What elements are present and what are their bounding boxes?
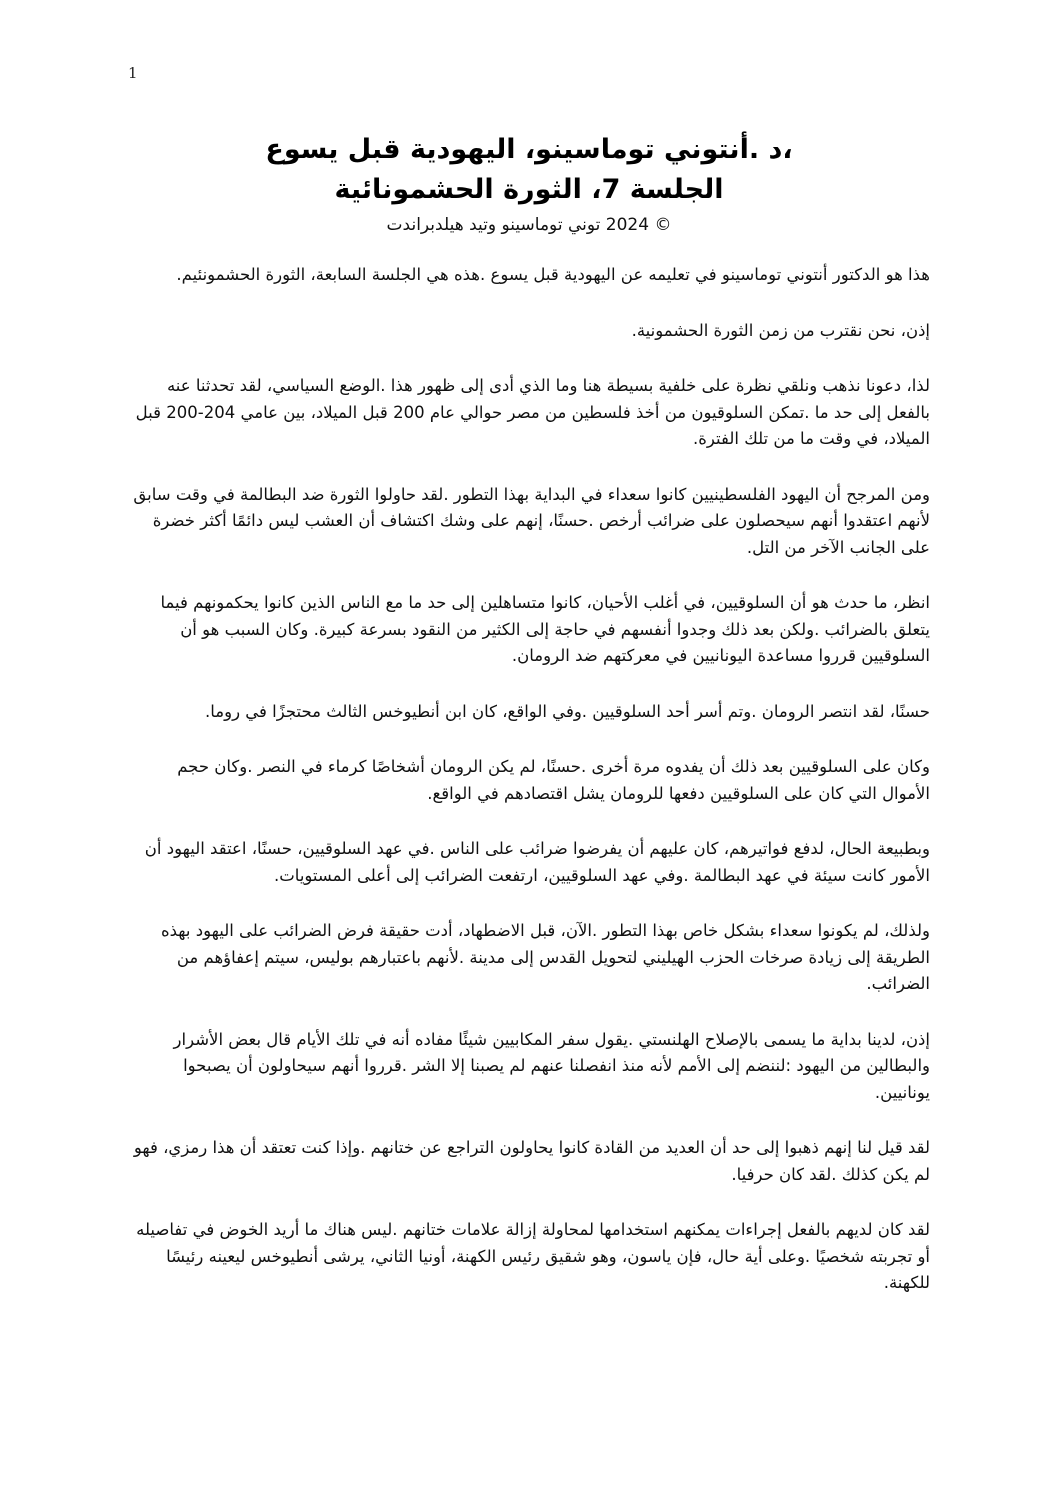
paragraph: حسنًا، لقد انتصر الرومان .وتم أسر أحد السلوقيين .وفي الواقع، كان ابن أنطيوخس الثالث محتجزًا في روما. xyxy=(204,701,930,721)
document-title-line-1: ،د .أنتوني توماسينو، اليهودية قبل يسوع xyxy=(265,134,793,165)
paragraph: وبطبيعة الحال، لدفع فواتيرهم، كان عليهم أن يفرضوا ضرائب على الناس .في عهد السلوقيين، حسنًا، اعتقد اليهود أن الأمور كانت سيئة في عهد البطالمة .وفي عهد السلوقيين، ارتفعت الضرائب إلى أعلى المستويات. xyxy=(144,839,930,885)
paragraph: لذا، دعونا نذهب ونلقي نظرة على خلفية بسيطة هنا وما الذي أدى إلى ظهور هذا .الوضع السياسي، لقد تحدثنا عنه بالفعل إلى حد ما .تمكن السلوقيون من أخذ فلسطين من مصر حوالي عام 200 قبل الميلاد، بين عامي 204-200 قبل الميلاد، في وقت ما من تلك الفترة. xyxy=(135,376,930,448)
paragraph: هذا هو الدكتور أنتوني توماسينو في تعليمه عن اليهودية قبل يسوع .هذه هي الجلسة السابعة، الثورة الحشمونئيم. xyxy=(176,265,930,284)
paragraph: ولذلك، لم يكونوا سعداء بشكل خاص بهذا التطور .الآن، قبل الاضطهاد، أدت حقيقة فرض الضرائب على اليهود بهذه الطريقة إلى زيادة صرخات الحزب الهيليني لتحويل القدس إلى مدينة .لأنهم باعتبارهم بوليس، سيتم إعفاؤهم من الضرائب. xyxy=(160,921,930,993)
title-block xyxy=(0,130,1058,238)
paragraph: لقد قيل لنا إنهم ذهبوا إلى حد أن العديد من القادة كانوا يحاولون التراجع عن ختانهم .وإذا كنت تعتقد أن هذا رمزي، فهو لم يكن كذلك .لقد كان حرفيا. xyxy=(133,1138,930,1184)
paragraph: وكان على السلوقيين بعد ذلك أن يفدوه مرة أخرى .حسنًا، لم يكن الرومان أشخاصًا كرماء في النصر .وكان حجم الأموال التي كان على السلوقيين دفعها للرومان يشل اقتصادهم في الواقع. xyxy=(177,757,930,803)
copyright-notice: © 2024 توني توماسينو وتيد هيلدبراندت xyxy=(386,215,672,235)
body-text xyxy=(128,262,930,1326)
page-number: 1 xyxy=(128,64,138,82)
paragraph: انظر، ما حدث هو أن السلوقيين، في أغلب الأحيان، كانوا متساهلين إلى حد ما مع الناس الذين كانوا يحكمونهم فيما يتعلق بالضرائب .ولكن بعد ذلك وجدوا أنفسهم في حاجة إلى الكثير من النقود بسرعة كبيرة. وكان السبب هو أن السلوقيين قرروا مساعدة اليونانيين في معركتهم ضد الرومان. xyxy=(160,593,930,665)
document-title-line-2: الجلسة 7، الثورة الحشمونائية xyxy=(334,174,724,205)
paragraph: ومن المرجح أن اليهود الفلسطينيين كانوا سعداء في البداية بهذا التطور .لقد حاولوا الثورة ضد البطالمة في وقت سابق لأنهم اعتقدوا أنهم سيحصلون على ضرائب أرخص .حسنًا، إنهم على وشك اكتشاف أن العشب ليس دائمًا أكثر خضرة على الجانب الآخر من التل. xyxy=(133,484,930,557)
paragraph: لقد كان لديهم بالفعل إجراءات يمكنهم استخدامها لمحاولة إزالة علامات ختانهم .ليس هناك ما أريد الخوض في تفاصيله أو تجربته شخصيًا .وعلى أية حال، فإن ياسون، وهو شقيق رئيس الكهنة، أونيا الثاني، يرشى أنطيوخس ليعينه رئيسًا للكهنة. xyxy=(136,1220,930,1292)
paragraph: إذن، لدينا بداية ما يسمى بالإصلاح الهلنستي .يقول سفر المكابيين شيئًا مفاده أنه في تلك الأيام قال بعض الأشرار والبطالين من اليهود :لننضم إلى الأمم لأنه منذ انفصلنا عنهم لم يصبنا إلا الشر .قرروا أنهم سيحاولون أن يصبحوا يونانيين. xyxy=(173,1029,930,1102)
paragraph: إذن، نحن نقترب من زمن الثورة الحشمونية. xyxy=(631,320,930,340)
